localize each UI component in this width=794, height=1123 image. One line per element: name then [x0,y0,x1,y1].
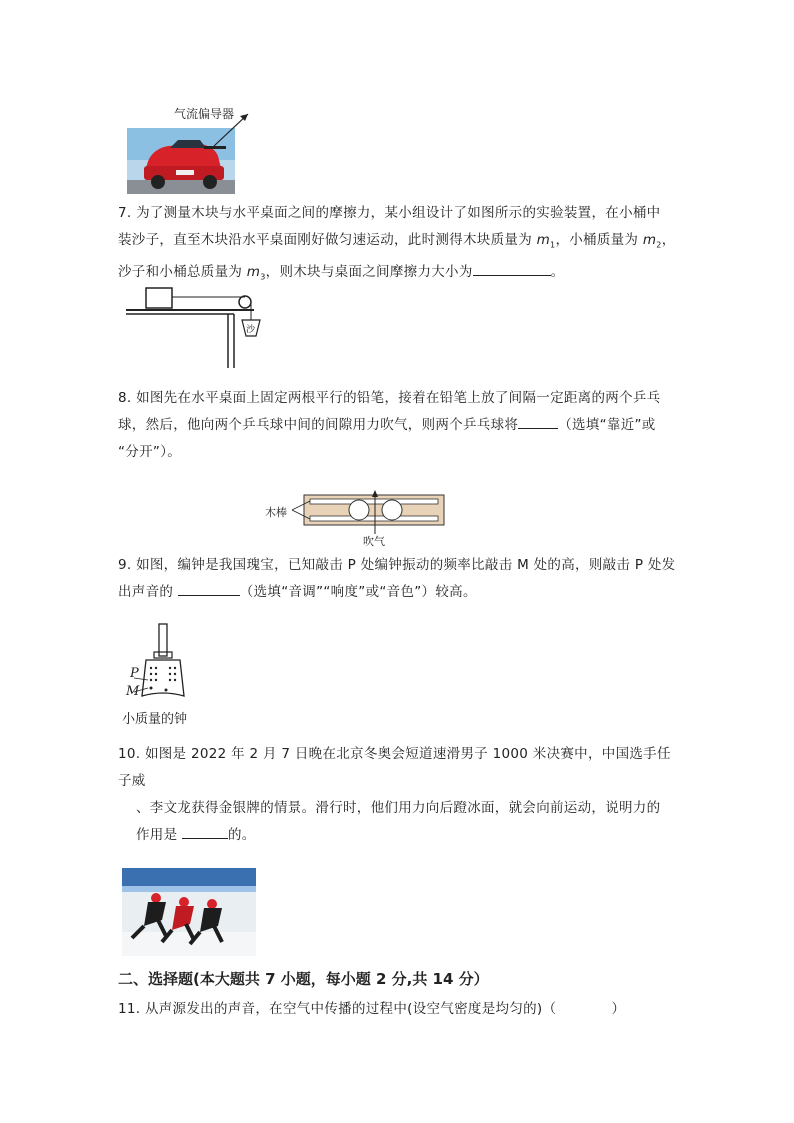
q8-line1: 8. 如图先在水平桌面上固定两根平行的铅笔，接着在铅笔上放了间隔一定距离的两个乒乓 [118,390,661,406]
pulley-figure [124,282,274,372]
question-9 [118,552,678,606]
m1-symbol: m [536,232,551,248]
question-8 [118,385,678,466]
q11-text: 11. 从声源发出的声音，在空气中传播的过程中(设空气密度是均匀的)（ ） [118,1001,626,1017]
q10-line1: 10. 如图是 2022 年 2 月 7 日晚在北京冬奥会短道速滑男子 1000 米决赛中，中国选手任子威 [118,746,671,789]
bell-caption: 小质量的钟 [122,712,188,727]
bell-label-p: P [130,666,139,681]
air-deflector-label: 气流偏导器 [174,107,235,121]
q7-line1: 7. 为了测量木块与水平桌面之间的摩擦力，某小组设计了如图所示的实验装置，在小桶中 [118,205,661,221]
sand-label: 沙 [246,325,256,335]
q7-answer-blank[interactable] [473,261,551,276]
car-figure [118,100,258,196]
q9-line1: 9. 如图，编钟是我国瑰宝，已知敲击 P 处编钟振动的频率比敲击 M 处的高，则敲击 P 处发 [118,557,676,573]
skaters-figure [122,868,256,956]
q9-answer-blank[interactable] [178,581,240,596]
m3-symbol: m [246,263,261,280]
q10-line2: 、李文龙获得金银牌的情景。滑行时，他们用力向后蹬冰面，就会向前运动，说明力的 [136,800,661,816]
question-7 [118,200,678,290]
m2-symbol: m [642,232,657,248]
q8-line2: 球，然后，他向两个乒乓球中间的间隙用力吹气，则两个乒乓球将 （选填“靠近”或 [118,412,678,439]
question-11 [118,996,678,1023]
question-10 [118,741,678,849]
pingpong-diagram [262,490,452,546]
q9-line2: 出声音的 （选填“音调”“响度”或“音色”）较高。 [118,579,678,606]
skaters-image [122,868,256,956]
blow-label: 吹气 [363,535,385,548]
q7-line3: 沙子和小桶总质量为 $m_3$，则木块与桌面之间摩擦力大小为 。 [118,259,678,291]
q10-line3: 作用是 的。 [118,822,678,849]
q10-answer-blank[interactable] [182,824,228,839]
q8-answer-blank[interactable] [518,414,558,429]
section-2-title: 二、选择题(本大题共 7 小题，每小题 2 分,共 14 分） [118,970,489,988]
q7-line2: 装沙子，直至木块沿水平桌面刚好做匀速运动，此时测得木块质量为 $m_1$，小桶质量为 $m_2$， [118,232,676,250]
bell-figure [118,622,208,732]
q8-line3: “分开”）。 [118,444,182,460]
stick-label: 木棒 [265,506,287,519]
pingpong-figure [262,490,452,546]
bell-label-m: M [126,684,140,699]
